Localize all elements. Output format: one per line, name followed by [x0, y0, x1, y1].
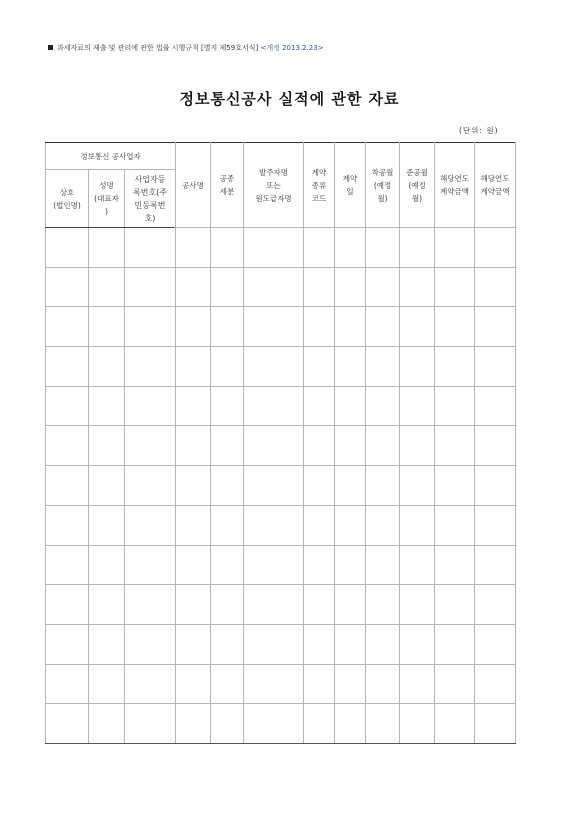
cell-start-month[interactable]: [366, 505, 400, 545]
table-row: [46, 704, 516, 744]
cell-amount-2[interactable]: [475, 624, 516, 664]
cell-start-month[interactable]: [366, 624, 400, 664]
cell-contract-code[interactable]: [304, 624, 335, 664]
revision-date: <개정 2013.2.23>: [260, 44, 324, 52]
cell-business-number[interactable]: [125, 228, 176, 268]
cell-contract-code[interactable]: [304, 267, 335, 307]
cell-start-month[interactable]: [366, 267, 400, 307]
cell-work-type[interactable]: [211, 505, 244, 545]
cell-contract-code[interactable]: [304, 585, 335, 625]
cell-start-month[interactable]: [366, 545, 400, 585]
cell-representative[interactable]: [89, 664, 125, 704]
table-row: [46, 466, 516, 506]
cell-amount-1[interactable]: [435, 267, 475, 307]
cell-work-type[interactable]: [211, 545, 244, 585]
cell-amount-2[interactable]: [475, 426, 516, 466]
header-representative-text: 성명 (대표자 ): [94, 181, 119, 216]
header-client: [244, 143, 304, 228]
cell-business-number[interactable]: [125, 347, 176, 387]
cell-end-month[interactable]: [400, 704, 435, 744]
header-client-text: 발주자명 또는 원도급자명: [255, 167, 292, 203]
cell-business-number[interactable]: [125, 624, 176, 664]
table-row: [46, 664, 516, 704]
cell-client[interactable]: [244, 228, 304, 268]
cell-company-name[interactable]: [46, 267, 89, 307]
cell-company-name[interactable]: [46, 545, 89, 585]
cell-representative[interactable]: [89, 545, 125, 585]
page-title: 정보통신공사 실적에 관한 자료: [179, 90, 400, 108]
cell-contract-date[interactable]: [335, 624, 366, 664]
cell-start-month[interactable]: [366, 307, 400, 347]
cell-contract-date[interactable]: [335, 347, 366, 387]
header-company-name-text: 상호 (법인명): [53, 187, 81, 210]
cell-business-number[interactable]: [125, 267, 176, 307]
header-work-type: [211, 143, 244, 228]
table-row: [46, 347, 516, 387]
cell-project-name[interactable]: [176, 545, 211, 585]
cell-project-name[interactable]: [176, 505, 211, 545]
header-end-month-text: 준공월 (예정 월): [406, 167, 428, 203]
cell-contract-code[interactable]: [304, 664, 335, 704]
cell-representative[interactable]: [89, 624, 125, 664]
header-business-number-text: 사업자등 록번호(주 민등록번 호): [132, 174, 168, 223]
cell-company-name[interactable]: [46, 664, 89, 704]
cell-business-number[interactable]: [125, 505, 176, 545]
cell-contract-code[interactable]: [304, 347, 335, 387]
cell-business-number[interactable]: [125, 545, 176, 585]
cell-start-month[interactable]: [366, 228, 400, 268]
cell-contract-code[interactable]: [304, 704, 335, 744]
cell-business-number[interactable]: [125, 664, 176, 704]
cell-amount-2[interactable]: [475, 347, 516, 387]
header-contract-code-text: 계약 종류 코드: [311, 167, 327, 203]
cell-contract-date[interactable]: [335, 545, 366, 585]
cell-start-month[interactable]: [366, 426, 400, 466]
cell-business-number[interactable]: [125, 466, 176, 506]
cell-amount-2[interactable]: [475, 585, 516, 625]
cell-contract-code[interactable]: [304, 466, 335, 506]
cell-amount-2[interactable]: [475, 307, 516, 347]
header-project-name: [176, 143, 211, 228]
cell-contract-date[interactable]: [335, 664, 366, 704]
cell-end-month[interactable]: [400, 307, 435, 347]
cell-client[interactable]: [244, 426, 304, 466]
header-amount-1: [435, 143, 475, 228]
table-row: [46, 545, 516, 585]
cell-project-name[interactable]: [176, 624, 211, 664]
cell-business-number[interactable]: [125, 426, 176, 466]
cell-representative[interactable]: [89, 386, 125, 426]
table-row: [46, 307, 516, 347]
cell-project-name[interactable]: [176, 585, 211, 625]
cell-business-number[interactable]: [125, 307, 176, 347]
bullet-icon: [48, 45, 53, 50]
cell-work-type[interactable]: [211, 585, 244, 625]
cell-client[interactable]: [244, 466, 304, 506]
cell-company-name[interactable]: [46, 466, 89, 506]
header-amount-2-text: 해당연도 계약금액: [480, 174, 510, 196]
cell-amount-1[interactable]: [435, 664, 475, 704]
cell-business-number[interactable]: [125, 386, 176, 426]
cell-project-name[interactable]: [176, 704, 211, 744]
cell-client[interactable]: [244, 347, 304, 387]
table-row: [46, 585, 516, 625]
cell-start-month[interactable]: [366, 386, 400, 426]
cell-representative[interactable]: [89, 228, 125, 268]
cell-amount-1[interactable]: [435, 466, 475, 506]
table-body: [46, 228, 516, 744]
cell-contract-code[interactable]: [304, 545, 335, 585]
cell-work-type[interactable]: [211, 228, 244, 268]
header-work-type-text: 공종 세분: [219, 174, 235, 196]
header-business-number: [125, 170, 176, 228]
cell-company-name[interactable]: [46, 624, 89, 664]
performance-table: [45, 142, 516, 744]
cell-representative[interactable]: [89, 704, 125, 744]
cell-work-type[interactable]: [211, 347, 244, 387]
cell-work-type[interactable]: [211, 624, 244, 664]
cell-business-number[interactable]: [125, 704, 176, 744]
cell-company-name[interactable]: [46, 228, 89, 268]
header-end-month: [400, 143, 435, 228]
cell-start-month[interactable]: [366, 347, 400, 387]
cell-representative[interactable]: [89, 466, 125, 506]
cell-amount-2[interactable]: [475, 505, 516, 545]
header-contract-date-text: 계약 일: [342, 174, 358, 196]
table-row: [46, 228, 516, 268]
cell-contract-date[interactable]: [335, 466, 366, 506]
cell-company-name[interactable]: [46, 386, 89, 426]
cell-company-name[interactable]: [46, 347, 89, 387]
cell-project-name[interactable]: [176, 228, 211, 268]
cell-amount-1[interactable]: [435, 307, 475, 347]
cell-end-month[interactable]: [400, 505, 435, 545]
cell-company-name[interactable]: [46, 505, 89, 545]
cell-contract-code[interactable]: [304, 386, 335, 426]
cell-amount-2[interactable]: [475, 545, 516, 585]
cell-amount-1[interactable]: [435, 347, 475, 387]
cell-client[interactable]: [244, 545, 304, 585]
cell-client[interactable]: [244, 307, 304, 347]
cell-contract-date[interactable]: [335, 704, 366, 744]
cell-client[interactable]: [244, 505, 304, 545]
table-row: [46, 426, 516, 466]
cell-work-type[interactable]: [211, 704, 244, 744]
cell-amount-2[interactable]: [475, 664, 516, 704]
table-row: [46, 624, 516, 664]
cell-start-month[interactable]: [366, 585, 400, 625]
header-company-name: [46, 170, 89, 228]
cell-contract-date[interactable]: [335, 585, 366, 625]
cell-company-name[interactable]: [46, 585, 89, 625]
cell-work-type[interactable]: [211, 466, 244, 506]
cell-amount-1[interactable]: [435, 545, 475, 585]
header-contractor-group: 정보통신 공사업자: [46, 143, 176, 170]
cell-work-type[interactable]: [211, 386, 244, 426]
cell-contract-date[interactable]: [335, 307, 366, 347]
cell-client[interactable]: [244, 664, 304, 704]
cell-amount-2[interactable]: [475, 267, 516, 307]
cell-contract-date[interactable]: [335, 505, 366, 545]
header-start-month-text: 착공월 (예정 월): [371, 167, 394, 203]
cell-end-month[interactable]: [400, 228, 435, 268]
cell-work-type[interactable]: [211, 307, 244, 347]
cell-project-name[interactable]: [176, 307, 211, 347]
cell-amount-1[interactable]: [435, 585, 475, 625]
cell-client[interactable]: [244, 624, 304, 664]
cell-client[interactable]: [244, 704, 304, 744]
cell-work-type[interactable]: [211, 267, 244, 307]
cell-contract-date[interactable]: [335, 386, 366, 426]
header-amount-2: [475, 143, 516, 228]
cell-amount-2[interactable]: [475, 228, 516, 268]
table-row: [46, 386, 516, 426]
cell-contract-date[interactable]: [335, 228, 366, 268]
header-contract-date: [335, 143, 366, 228]
cell-start-month[interactable]: [366, 466, 400, 506]
cell-project-name[interactable]: [176, 426, 211, 466]
cell-representative[interactable]: [89, 267, 125, 307]
cell-project-name[interactable]: [176, 664, 211, 704]
cell-amount-1[interactable]: [435, 704, 475, 744]
unit-label: (단위: 원): [459, 126, 499, 135]
cell-company-name[interactable]: [46, 426, 89, 466]
cell-start-month[interactable]: [366, 704, 400, 744]
cell-amount-2[interactable]: [475, 704, 516, 744]
cell-end-month[interactable]: [400, 426, 435, 466]
table-row: [46, 267, 516, 307]
header-contract-code: [304, 143, 335, 228]
cell-project-name[interactable]: [176, 466, 211, 506]
cell-amount-1[interactable]: [435, 426, 475, 466]
cell-amount-1[interactable]: [435, 505, 475, 545]
form-reference-text: 과세자료의 제출 및 관리에 관한 법률 시행규칙 [별지 제59호서식]: [57, 44, 259, 52]
cell-amount-2[interactable]: [475, 386, 516, 426]
form-reference-note: [48, 43, 324, 53]
cell-end-month[interactable]: [400, 347, 435, 387]
cell-end-month[interactable]: [400, 624, 435, 664]
cell-contract-code[interactable]: [304, 505, 335, 545]
cell-amount-1[interactable]: [435, 228, 475, 268]
cell-representative[interactable]: [89, 347, 125, 387]
header-amount-1-text: 해당연도 계약금액: [440, 174, 470, 196]
cell-contract-code[interactable]: [304, 228, 335, 268]
cell-representative[interactable]: [89, 307, 125, 347]
cell-work-type[interactable]: [211, 426, 244, 466]
cell-project-name[interactable]: [176, 267, 211, 307]
cell-amount-1[interactable]: [435, 624, 475, 664]
cell-end-month[interactable]: [400, 545, 435, 585]
cell-contract-date[interactable]: [335, 426, 366, 466]
cell-representative[interactable]: [89, 426, 125, 466]
cell-start-month[interactable]: [366, 664, 400, 704]
header-representative: [89, 170, 125, 228]
cell-end-month[interactable]: [400, 267, 435, 307]
cell-contract-code[interactable]: [304, 307, 335, 347]
cell-client[interactable]: [244, 267, 304, 307]
cell-client[interactable]: [244, 585, 304, 625]
cell-company-name[interactable]: [46, 704, 89, 744]
cell-amount-1[interactable]: [435, 386, 475, 426]
cell-end-month[interactable]: [400, 585, 435, 625]
cell-project-name[interactable]: [176, 347, 211, 387]
cell-end-month[interactable]: [400, 664, 435, 704]
cell-representative[interactable]: [89, 585, 125, 625]
cell-contract-date[interactable]: [335, 267, 366, 307]
cell-client[interactable]: [244, 386, 304, 426]
header-start-month: [366, 143, 400, 228]
cell-company-name[interactable]: [46, 307, 89, 347]
cell-contract-code[interactable]: [304, 426, 335, 466]
cell-amount-2[interactable]: [475, 466, 516, 506]
cell-end-month[interactable]: [400, 466, 435, 506]
cell-end-month[interactable]: [400, 386, 435, 426]
cell-project-name[interactable]: [176, 386, 211, 426]
cell-business-number[interactable]: [125, 585, 176, 625]
cell-representative[interactable]: [89, 505, 125, 545]
cell-work-type[interactable]: [211, 664, 244, 704]
header-project-name-text: 공사명: [182, 180, 204, 190]
table-row: [46, 505, 516, 545]
